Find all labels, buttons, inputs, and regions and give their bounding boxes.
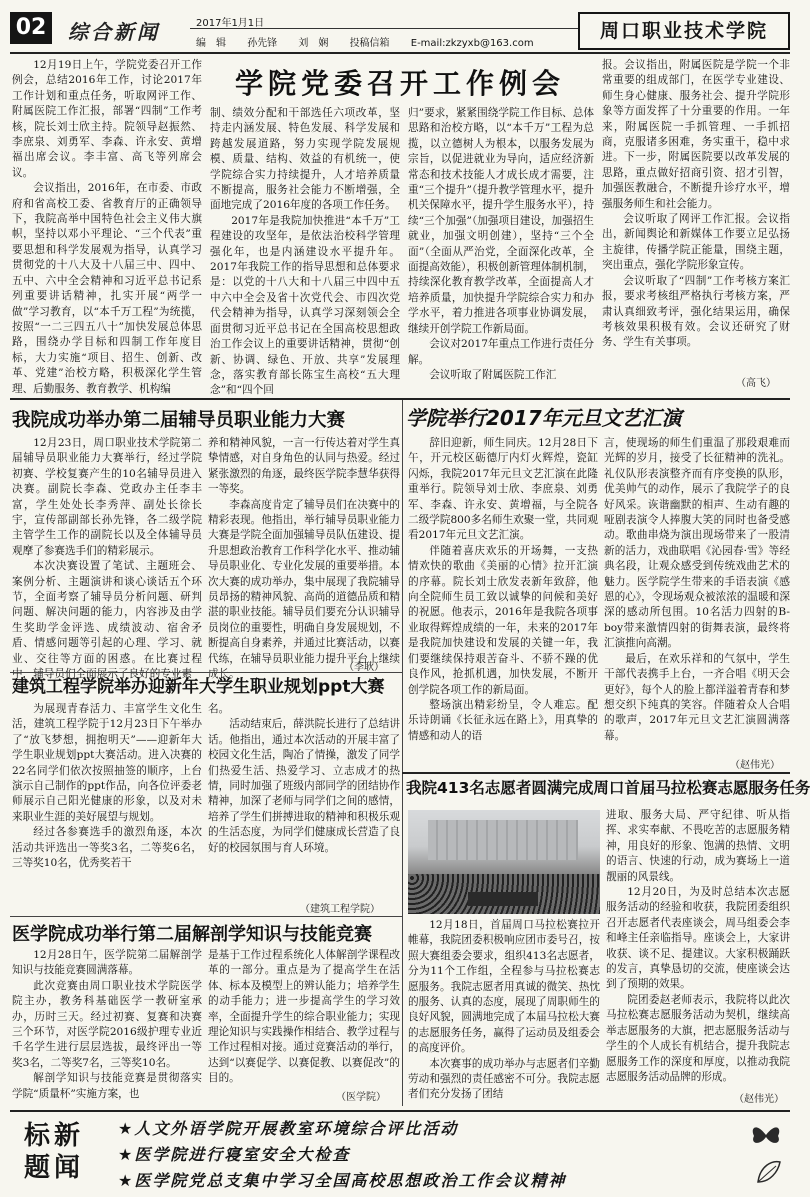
page-number: 02 [10, 12, 52, 44]
article4-column-1 [12, 702, 202, 916]
article3-author: （赵伟光） [730, 760, 780, 771]
article6-author: （医学院） [336, 1092, 386, 1103]
news-headlines-box [10, 1110, 790, 1192]
article1-column-4 [602, 58, 790, 366]
paragraph: 进取、服务大局、严守纪律、听从指挥、求实奉献、不畏吃苦的志愿服务精神，用良好的形象、饱满的热情、文明的语言、快速的行动，成为赛场上一道靓丽的风景线。 [606, 809, 790, 883]
article3-column-1 [408, 436, 598, 774]
paragraph: 12月23日，周口职业技术学院第二届辅导员职业能力大赛举行，经过学院初赛、学校复赛产生的10名辅导员进入决赛。副院长李森、党政办主任李丰富，学生处处长李秀萍、副处长徐长宇，宣传部副部长孙先锋，各二级学院主管学生工作的副院长以及全体辅导员观摩了参赛选手们的精彩展示。 [12, 437, 202, 557]
article6-column-2 [208, 948, 400, 1088]
divider [10, 916, 402, 917]
article5-author: （赵伟光） [734, 1094, 784, 1105]
headlines-badge [24, 1120, 104, 1186]
article4-title: 建筑工程学院举办迎新年大学生职业规划ppt大赛 [12, 677, 385, 697]
butterfly-icon [748, 1120, 784, 1150]
photo-banner [468, 892, 538, 906]
article3-title: 学院举行2017年元旦文艺汇演 [406, 406, 682, 430]
headline-item: ★医学院进行寝室安全大检查 [118, 1145, 351, 1164]
article2-author: （李耿） [344, 662, 384, 673]
paragraph: 是基于工作过程系统化人体解剖学课程改革的一部分。重点是为了提高学生在活体、标本及模型上的辨认能力；培养学生的动手能力；进一步提高学生的学习效率，全面提升学生的综合职业能力；实现理论知识与实践操作相结合、教学过程与工作过程相对接。通过竞赛活动的举行，达到“以赛促学、以赛促教、以赛促改”的目的。 [208, 949, 400, 1085]
badge-line-2: 题闻 [24, 1153, 85, 1183]
paragraph: 会议对2017年重点工作进行责任分解。 [408, 338, 594, 366]
paragraph: 整场演出精彩纷呈，令人难忘。配乐诗朗诵《长征永远在路上》，用真挚的情感和动人的语 [408, 698, 598, 742]
article3-column-2 [604, 436, 790, 752]
article5-title: 我院413名志愿者圆满完成周口首届马拉松赛志愿服务任务 [406, 779, 810, 797]
paragraph: 2017年是我院加快推进“本千万”工程建设的攻坚年，是依法治校科学管理强化年，也是内涵建设水平提升年。2017年我院工作的指导思想和总体要求是：以党的十八大和十八届三中四中五中六中全会及省十次党代会、市四次党代会精神为指导，认真学习深刻领会全面贯彻习近平总书记在全国高校思想政治工作会议上的重要讲话精神，贯彻“创新、协调、绿色、开放、共享”发展理念，落实教育部长陈宝生高校“五大理念”和“四个回 [210, 214, 400, 397]
paragraph: 解剖学知识与技能竞赛是贯彻落实学院“质量杯”实施方案，也 [12, 1072, 202, 1100]
paragraph: 此次竞赛由周口职业技术学院医学院主办，教务科基础医学一教研室承办，历时三天。经过初赛、复赛和决赛三个环节，对医学院2016级护理专业近千名学生进行层层选拔，最终评出一等奖3名，二等奖7名，三等奖10名。 [12, 979, 202, 1069]
article1-author: （高飞） [736, 378, 776, 389]
photo-building [428, 820, 578, 860]
section-title: 综合新闻 [68, 20, 160, 44]
paragraph: 会议指出，2016年，在市委、市政府和省高校工委、省教育厅的正确领导下，我院高举中国特色社会主义伟大旗帜，坚持以邓小平理论、“三个代表”重要思想和科学发展观为指导，认真学习贯彻党的十八大及十八届三中、四中、五中、六中全会精神和习近平总书记系列重要讲话精神，扎实开展“两学一做”学习教育，以“本千万工程”为统揽，按照“一二三四五八十”加快发展总体思路，围绕办学目标和四制工作年度目标，大力实施“项目、招生、创新、改革、党建”治校方略，积极深化学生管理、后勤服务、教育教学、机构编 [12, 182, 202, 395]
article1-column-2 [210, 106, 400, 397]
headline-item: ★人文外语学院开展教室环境综合评比活动 [118, 1119, 459, 1138]
paragraph: 为展现青春活力、丰富学生文化生活，建筑工程学院于12月23日下午举办了“放飞梦想，拥抱明天”——迎新年大学生职业规划ppt大赛活动。进入决赛的22名同学们依次按照抽签的顺序，上台演示自己制作的ppt作品，向各位评委老师展示自己阳光健康的形象，以及对未来职业生涯的美好展望与规划。 [12, 703, 202, 823]
page-header [10, 8, 790, 58]
paragraph: 制、绩效分配和干部选任六项改革，坚持走内涵发展、特色发展、科学发展和跨越发展道路，努力实现学院发展规模、质量、结构、效益的有机统一，使学院综合实力持续提升，人才培养质量不断提高，服务社会能力不断增强，全面地完成了2016年度的各项工作任务。 [210, 107, 400, 212]
article2-title: 我院成功举办第二届辅导员职业能力大赛 [12, 410, 346, 431]
paragraph: 辞旧迎新，师生同庆。12月28日下午，开元校区砺德厅内灯火辉煌，瓷缸闪烁，我院2017年元旦文艺汇演在此隆重举行。院领导刘士欣、李庶泉、刘勇军、李森、许永安、黄增福，与全院各二级学院800多名师生欢聚一堂，共同观看2017年元旦文艺汇演。 [408, 437, 598, 542]
header-rule [190, 28, 580, 29]
submit-label: 投稿信箱 [349, 38, 390, 49]
editor-line [196, 34, 548, 49]
header-divider [10, 52, 790, 54]
editor-label: 编 辑 [196, 38, 226, 49]
paragraph: 归”要求，紧紧围绕学院工作目标、总体思路和治校方略，以“本千万”工程为总揽，以立德树人为根本，以服务发展为宗旨，以促进就业为导向，适应经济新常态和技术技能人才成长成才需要，注重“三个提升”（提升教学管理水平，提升机关保障水平，提升学生服务水平），持续“三个加强”（加强项目建设，加强招生就业，加强文明创建），坚持“三个全面”（全面从严治党，全面深化改革，全面提高效能），积极创新管理体制机制，持续深化教育教学改革，全面提高人才培养质量，加快提升学院综合实力和办学水平，着力推进各项事业协调发展，继续开创学院工作新局面。 [408, 107, 594, 335]
article5-bottom-column [408, 918, 600, 1106]
paragraph: 12月18日，首届周口马拉松赛拉开帷幕，我院团委积极响应团市委号召，按照大赛组委会要求，组织413名志愿者，分为11个工作组，全程参与马拉松赛志愿服务。我院志愿者用真诚的微笑、热忱的服务、认真的态度，展现了周职师生的良好风貌，圆满地完成了本届马拉松大赛的志愿服务任务，赢得了运动员及组委会的高度评价。 [408, 919, 600, 1055]
school-name: 周口职业技术学院 [578, 12, 790, 50]
paragraph: 本次决赛设置了笔试、主题班会、案例分析、主题演讲和谈心谈话五个环节，全面考察了辅导员分析问题、研判问题、解决问题的能力，内容涉及由学生奖助学金评选、成绩波动、宿舍矛盾、情感问题等引起的心理、学习、就业、交往等方面的困惑。在比赛过程中，辅导员们全面展示了良好的专业素 [12, 560, 202, 681]
article4-author: （建筑工程学院） [300, 904, 380, 915]
paragraph: 报。会议指出，附属医院是学院一个非常重要的组成部门，在医学专业建设、师生身心健康、服务社会、提升学院形象等方面发挥了十分重要的作用。一年来，附属医院一手抓管理、一手抓招商，克服诸多困难，务实重干，稳中求进。下一步，附属医院要以改革发展的思路，重点做好招商引资、招才引智，加强医教融合，不断提升诊疗水平，增强服务师生和社会能力。 [602, 59, 790, 210]
volunteers-group-photo [408, 810, 600, 914]
article6-title: 医学院成功举行第二届解剖学知识与技能竞赛 [12, 924, 372, 945]
paragraph: 院团委赵老师表示，我院将以此次马拉松赛志愿服务活动为契机，继续高举志愿服务的大旗，把志愿服务活动与学生的个人成长有机结合，提升我院志愿服务工作的深度和厚度，以推动我院志愿服务活动品牌的形成。 [606, 993, 790, 1083]
article1-title: 学院党委召开工作例会 [234, 67, 565, 100]
paragraph: 12月20日，为及时总结本次志愿服务活动的经验和收获，我院团委组织召开志愿者代表座谈会，周马组委会李和峰主任亲临指导。座谈会上，大家讲收获、谈不足、提建议。大家积极踊跃的发言，真挚恳切的交流，使座谈会达到了预期的效果。 [606, 886, 790, 991]
article5-right-column [606, 808, 790, 1086]
article1-column-1 [12, 58, 202, 394]
article6-column-1 [12, 948, 202, 1106]
paragraph: 最后，在欢乐祥和的气氛中，学生干部代表携手上台，一齐合唱《明天会更好》，每个人的脸上都洋溢着青春和梦想交织下纯真的笑容。伴随着众人合唱的歌声，2017年元旦文艺汇演圆满落幕。 [604, 652, 790, 742]
paragraph: 养和精神风貌，一言一行传达着对学生真挚情感，对自身角色的认同与热爱。经过紧张激烈的角逐，最终医学院李慧华获得一等奖。 [208, 437, 400, 496]
paragraph: 会议听取了附属医院工作汇 [429, 368, 557, 381]
leaf-icon [754, 1158, 784, 1186]
column-divider [402, 400, 403, 1106]
paragraph: 12月28日午，医学院第二届解剖学知识与技能竞赛圆满落幕。 [12, 949, 202, 977]
paragraph: 12月19日上午，学院党委召开工作例会，总结2016年工作，讨论2017年工作计划和重点任务，听取网评工作、附属医院工作汇报，部署“四制”工作考核，院长刘士欣主持。院领导赵振然、李庶泉、刘勇军、李森、许永安、黄增福出席会议。李丰富、高飞等列席会议。 [12, 59, 202, 179]
paragraph: 言，使现场的师生们重温了那段艰难而光辉的岁月，接受了长征精神的洗礼。礼仪队形表演整齐而有序变换的队形，优美帅气的动作，展示了我院学子的良好风采。诙谐幽默的相声、生动有趣的哑剧表演令人捧腹大笑的同时也备受感动。歌曲串烧为演出现场带来了一股清新的活力，戏曲联唱《沁园春·雪》等经典名段，让观众感受到传统戏曲艺术的魅力。医学院学生带来的手语表演《感恩的心》，令现场观众被浓浓的温暖和深深的感动所包围。10名活力四射的B-boy带来激情四射的街舞表演，最终将汇演推向高潮。 [604, 437, 790, 650]
editor-name-1: 孙先锋 [247, 38, 278, 49]
editor-name-2: 刘 娴 [298, 38, 329, 49]
paragraph: 李森高度肯定了辅导员们在决赛中的精彩表现。他指出，举行辅导员职业能力大赛是学院全面加强辅导员队伍建设、提升思想政治教育工作科学化水平、推动辅导员职业化、专业化发展的重要举措。本次大赛的成功举办，集中展现了我院辅导员昂扬的精神风貌、高尚的道德品质和精湛的职业技能。辅导员们要充分认识辅导员岗位的重要性，明确自身发展规划，不断提高自身素养，并通过比赛活动，以赛代练，在辅导员职业能力提升平台上继续成长。 [208, 498, 400, 681]
submit-email: E-mail:zkzyxb@163.com [410, 38, 534, 49]
divider [402, 772, 790, 774]
paragraph: 会议听取了“四制”工作考核方案汇报，要求考核组严格执行考核方案，严肃认真细致考评，强化结果运用，确保考核效果积极有效。会议还研究了财务、学生有关事项。 [602, 274, 790, 349]
divider [10, 398, 790, 400]
paragraph: 伴随着喜庆欢乐的开场舞，一支热情欢快的歌曲《美丽的心情》拉开汇演的序幕。院长刘士欣发表新年致辞，他向全院师生员工致以诚挚的问候和美好的祝愿。他表示，2016年是我院各项事业取得辉煌成绩的一年，未来的2017年是我院加快建设和发展的关键一年，我们要继续保持艰苦奋斗、不骄不躁的优良作风，抢抓机遇，加快发展，不断开创学院各项工作的新局面。 [408, 544, 598, 696]
article4-column-2 [208, 702, 400, 902]
headline-item: ★医学院党总支集中学习全国高校思想政治工作会议精神 [118, 1171, 567, 1190]
paragraph: 本次赛事的成功举办与志愿者们辛勤劳动和强烈的责任感密不可分。我院志愿者们充分发扬了团结 [408, 1057, 600, 1101]
paragraph: 名。 [208, 703, 230, 715]
paragraph: 活动结束后，薛洪院长进行了总结讲话。他指出，通过本次活动的开展丰富了校园文化生活，陶冶了情操，激发了同学们热爱生活、热爱学习、立志成才的热情，同时加强了班级内部同学的团结协作精神，加深了老师与同学们之间的感情，培养了学生们拼搏进取的精神和积极乐观的生活态度，为同学们健康成长营造了良好的校园氛围与育人环境。 [208, 718, 400, 854]
badge-line-1: 标新 [24, 1121, 85, 1151]
article1-column-3 [408, 106, 594, 394]
paragraph: 经过各参赛选手的激烈角逐，本次活动共评选出一等奖3名，二等奖6名，三等奖10名，优秀奖若干 [12, 826, 202, 870]
article2-column-1 [12, 436, 202, 681]
issue-date: 2017年1月1日 [196, 18, 265, 29]
paragraph: 会议听取了网评工作汇报。会议指出，新闻舆论和新媒体工作要立足弘扬主旋律，传播学院正能量，围绕主题，突出重点，强化学院形象宣传。 [602, 213, 790, 272]
